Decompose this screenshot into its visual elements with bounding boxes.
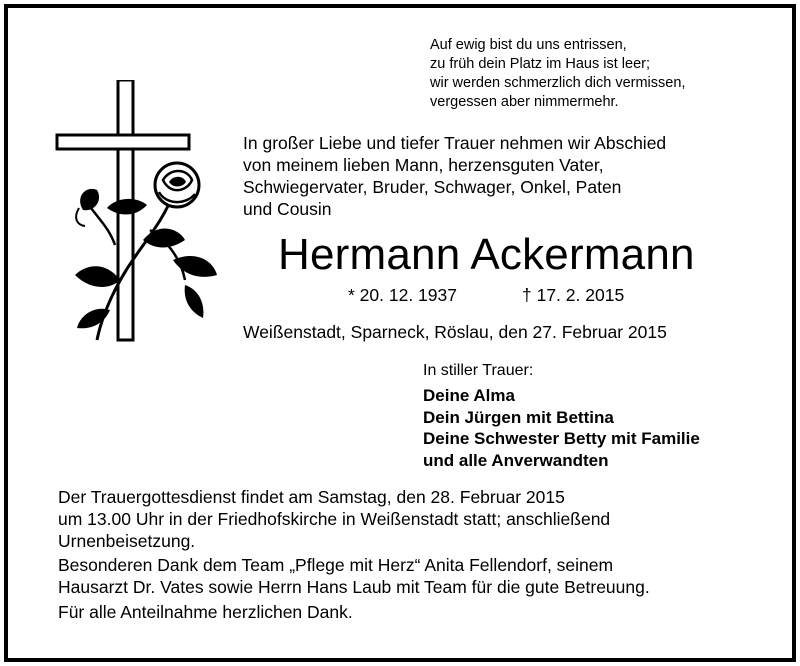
death-date: † 17. 2. 2015 [522, 285, 625, 305]
intro-line: Schwiegervater, Bruder, Schwager, Onkel, Paten [243, 177, 622, 197]
mourners-label: In stiller Trauer: [423, 362, 534, 379]
poem-line: wir werden schmerzlich dich vermissen, [430, 75, 686, 91]
poem-line: Auf ewig bist du uns entrissen, [430, 37, 627, 53]
cross-with-rose-icon [55, 80, 225, 370]
farewell-intro [243, 132, 666, 220]
poem-line: zu früh dein Platz im Haus ist leer; [430, 56, 651, 72]
mourner: Deine Schwester Betty mit Familie [423, 429, 700, 448]
intro-line: von meinem lieben Mann, herzensguten Vater, [243, 155, 604, 175]
intro-line: und Cousin [243, 199, 332, 219]
service-line: um 13.00 Uhr in der Friedhofskirche in Weißenstadt statt; anschließend [58, 509, 611, 529]
service-line: Urnenbeisetzung. [58, 531, 196, 551]
thanks-line: Besonderen Dank dem Team „Pflege mit Herz“ Anita Fellendorf, seinem [58, 555, 614, 575]
mourners-list [423, 385, 700, 471]
deceased-name: Hermann Ackermann [278, 230, 695, 279]
funeral-service-info [58, 486, 610, 552]
place-and-date: Weißenstadt, Sparneck, Röslau, den 27. Februar 2015 [243, 322, 667, 342]
mourner: Deine Alma [423, 386, 515, 405]
thanks-line: Hausarzt Dr. Vates sowie Herrn Hans Laub mit Team für die gute Betreuung. [58, 577, 650, 597]
service-line: Der Trauergottesdienst findet am Samstag, den 28. Februar 2015 [58, 487, 565, 507]
mourner: und alle Anverwandten [423, 450, 609, 470]
closing-thanks: Für alle Anteilnahme herzlichen Dank. [58, 602, 353, 622]
special-thanks [58, 554, 650, 598]
mourner: Dein Jürgen mit Bettina [423, 407, 614, 427]
intro-line: In großer Liebe und tiefer Trauer nehmen wir Abschied [243, 133, 667, 153]
poem [430, 36, 685, 112]
birth-date: * 20. 12. 1937 [348, 285, 457, 305]
poem-line: vergessen aber nimmermehr. [430, 94, 619, 110]
